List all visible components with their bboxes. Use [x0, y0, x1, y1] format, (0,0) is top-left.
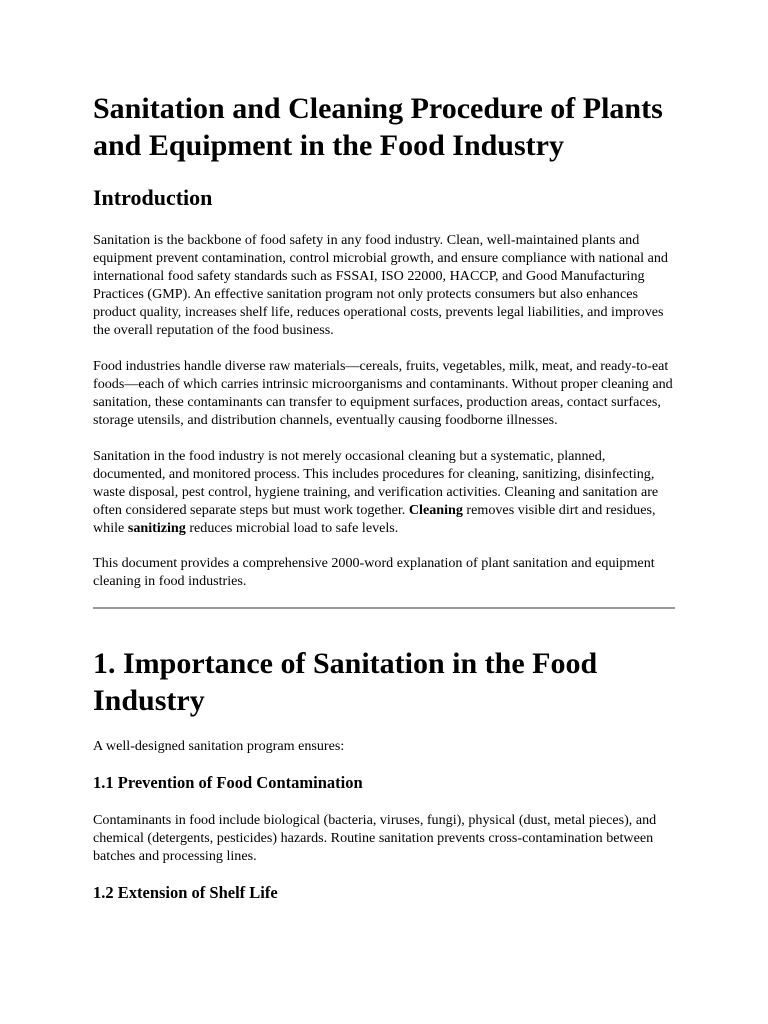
intro-paragraph-3-mid: removes visible dirt and residues, while — [93, 502, 656, 536]
subsection-1-2-heading: 1.2 Extension of Shelf Life — [93, 883, 278, 902]
term-sanitizing: sanitizing — [127, 520, 186, 536]
subsection-1-1-text: Contaminants in food include biological (bacteria, viruses, fungi), physical (dust, metal pieces), and chemical (detergents, pesticides) hazards. Routine sanitation prevents cross-contamination between batches and processing lines. — [93, 812, 657, 864]
introduction-heading: Introduction — [93, 185, 213, 210]
section-1-heading: 1. Importance of Sanitation in the Food Industry — [93, 647, 598, 717]
intro-paragraph-4: This document provides a comprehensive 2000-word explanation of plant sanitation and equipment cleaning in food industries. — [93, 555, 655, 589]
intro-paragraph-3-lead: Sanitation in the food industry is not merely occasional cleaning but a systematic, planned, documented, and monitored process. This includes procedures for cleaning, sanitizing, disinfecting, waste disposal, pest control, hygiene training, and verification activities. Cleaning and sanitation are often considered separate steps but must work together. — [93, 448, 659, 518]
intro-paragraph-3 — [93, 447, 675, 537]
section-1-lead: A well-designed sanitation program ensures: — [93, 738, 345, 754]
document-page — [93, 90, 675, 903]
subsection-1-1-heading: 1.1 Prevention of Food Contamination — [93, 773, 363, 792]
document-title: Sanitation and Cleaning Procedure of Plants and Equipment in the Food Industry — [93, 92, 663, 162]
intro-paragraph-1: Sanitation is the backbone of food safety in any food industry. Clean, well-maintained plants and equipment prevent contamination, control microbial growth, and ensure compliance with national and international food safety standards such as FSSAI, ISO 22000, HACCP, and Good Manufacturing Practices (GMP). An effective sanitation program not only protects consumers but also enhances product quality, increases shelf life, reduces operational costs, prevents legal liabilities, and improves the overall reputation of the food business. — [93, 232, 668, 338]
section-divider — [93, 607, 675, 609]
term-cleaning: Cleaning — [408, 502, 463, 518]
intro-paragraph-3-tail: reduces microbial load to safe levels. — [185, 520, 399, 536]
intro-paragraph-2: Food industries handle diverse raw materials—cereals, fruits, vegetables, milk, meat, and ready-to-eat foods—each of which carries intrinsic microorganisms and contaminants. Without proper cleaning and sanitation, these contaminants can transfer to equipment surfaces, production areas, contact surfaces, storage utensils, and distribution channels, eventually causing foodborne illnesses. — [93, 358, 673, 428]
